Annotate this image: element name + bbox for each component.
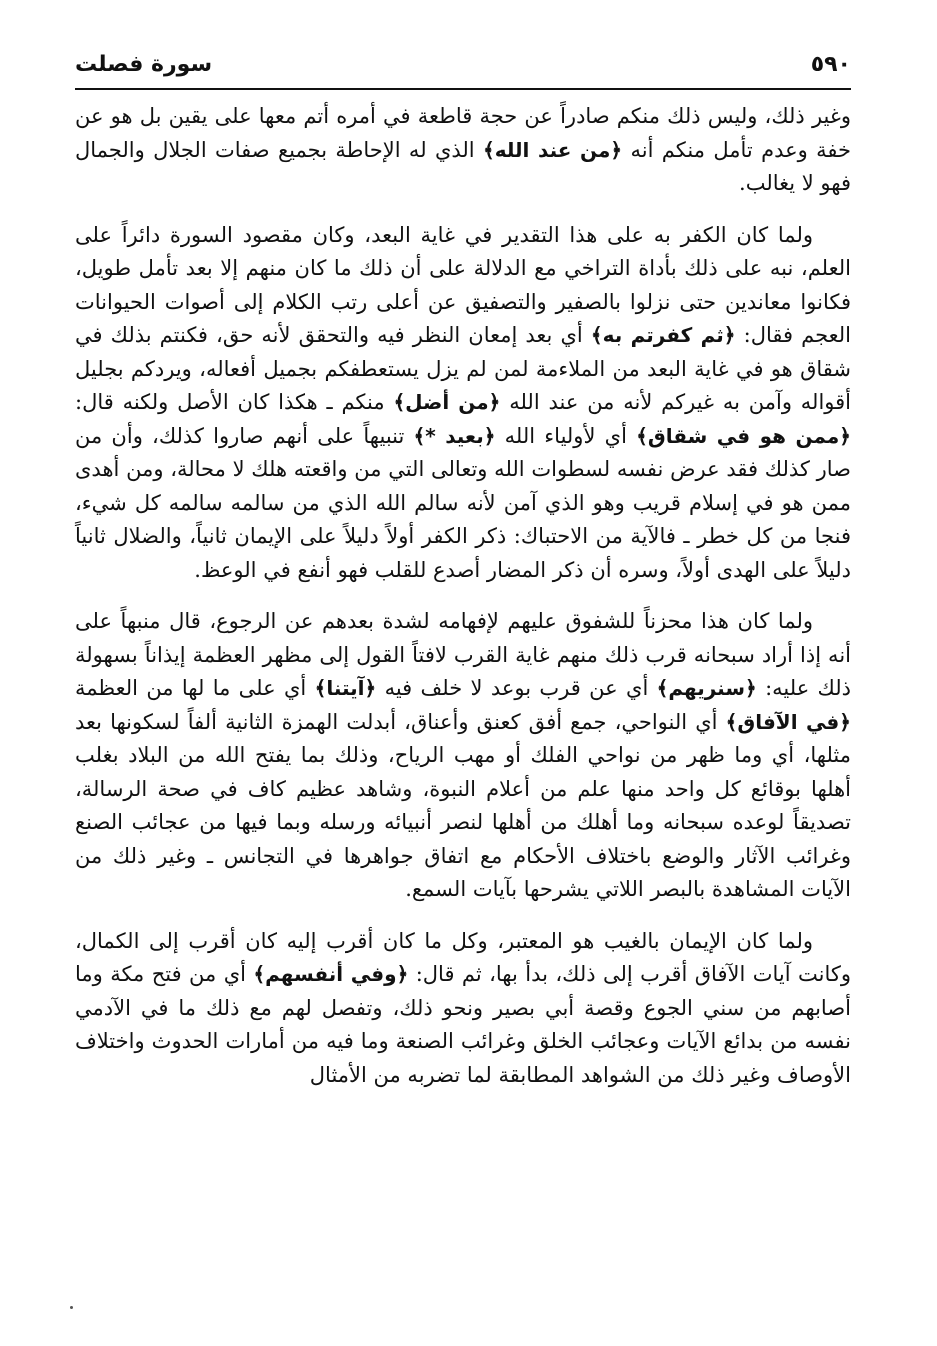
page-header [75,46,851,86]
paragraph-text: أي النواحي، جمع أفق كعنق وأعناق، أبدلت الهمزة الثانية ألفاً لسكونها بعد مثلها، أي وما ظهر من نواحي الفلك أو مهب الرياح، وذلك بما يفتح الله من البلاد بغلب أهلها بوقائع كل واحد منها علم من أعلام النبوة، وشاهد عظيم كاف في صحة الرسالة، تصديقاً لوعده سبحانه وما أهلك من أهلها لنصر أنبيائه ورسله وبما فيها من عجائب الصنع وغرائب الآثار والوضع باختلاف الأحكام مع اتفاق جواهرها في التجانس ـ وغير ذلك من الآيات المشاهدة بالبصر اللاتي يشرحها بآيات السمع. [75,709,851,901]
quran-quote: ﴿وفي أنفسهم﴾ [253,962,409,986]
quran-quote: ﴿آيتنا﴾ [314,676,377,700]
paragraph [75,100,851,201]
quran-quote: ﴿في الآفاق﴾ [725,709,851,734]
paragraph-text: وغير ذلك، وليس ذلك منكم صادراً عن حجة قاطعة في أمره أتم معها على يقين بل هو عن خفة وعدم تأمل منكم أنه [75,104,851,162]
paragraph-text: تنبيهاً على أنهم صاروا كذلك، وأن من صار كذلك فقد عرض نفسه لسطوات الله وتعالى التي من واقعته هلك لا محالة، ومن أهدى ممن هو في إسلام قريب وهو الذي آمن لأنه سالم الله الذي من سالمه سالمه كل شيء، فنجا من كل خطر ـ فالآية من الاحتباك: ذكر الكفر أولاً دليلاً على الإيمان ثانياً، والضلال ثانياً دليلاً على الهدى أولاً، وسره أن ذكر المضار أصدع للقلب فهو أنفع في الوعظ. [75,423,851,582]
paragraph-text: أي عن قرب بوعد لا خلف فيه [376,676,657,700]
paragraph-text: أي من فتح مكة وما أصابهم من سني الجوع وقصة أبي بصير ونحو ذلك، وتفصل لهم مع ذلك ما في الآدمي نفسه من بدائع الآيات وعجائب الخلق وغرائب الصنعة وما فيه من أمارات الحدوث واختلاف الأوصاف وغير ذلك من الشواهد المطابقة لما تضربه من الأمثال [75,962,851,1087]
quran-quote: ﴿من عند الله﴾ [483,137,623,162]
running-title: سورة فصلت [75,52,213,77]
paragraph [75,605,851,907]
quran-quote: ﴿ممن هو في شقاق﴾ [636,423,851,448]
paragraph-text: أي لأولياء الله [495,423,637,448]
quran-quote: ﴿من أضل﴾ [393,390,501,414]
quran-quote: ﴿سنريهم﴾ [656,676,757,700]
quran-quote: ﴿بعيد *﴾ [413,423,496,448]
paragraph-text: ولما كان الإيمان بالغيب هو المعتبر، وكل ما كان أقرب إليه كان أقرب إلى الكمال، وكانت آيات الآفاق أقرب إلى ذلك، بدأ بها، ثم قال: [75,928,851,986]
paragraph-text: الذي له الإحاطة بجميع صفات الجلال والجمال فهو لا يغالب. [75,137,851,195]
paragraph-text: أي على ما لها من العظمة [75,676,315,700]
paragraph-text: ولما كان هذا محزناً للشفوق عليهم لإفهامه لشدة بعدهم عن الرجوع، قال منبهاً على أنه إذا أراد سبحانه قرب ذلك منهم غاية القرب لافتاً القول إلى مظهر العظمة إيذاناً بسهولة ذلك عليه: [75,609,851,700]
margin-mark [70,1306,73,1309]
paragraph-text: أي بعد إمعان النظر فيه والتحقق لأنه حق، فكنتم بذلك في شقاق هو في غاية البعد من الملاءمة لمن لم يزل يستعطفكم بجميل أفعاله، ويردكم بجليل أقواله وآمن به غيركم لأنه من عند الله [75,323,851,414]
paragraph [75,925,851,1093]
header-divider [75,88,851,90]
quran-quote: ﴿ثم كفرتم به﴾ [590,323,736,347]
body-text [75,100,851,1110]
paragraph-text: ولما كان الكفر به على هذا التقدير في غاية البعد، وكان مقصود السورة دائراً على العلم، نبه على ذلك بأداة التراخي مع الدلالة على أن ذلك ما كان منهم إلا بعد تأمل طويل، فكانوا معاندين حتى نزلوا بالصفير والتصفيق عن أعلى رتب الكلام إلى أصوات الحيوانات العجم فقال: [75,222,851,347]
paragraph [75,219,851,588]
page-number: ٥٩٠ [810,52,851,77]
paragraph-text: منكم ـ هكذا كان الأصل ولكنه قال: [75,390,394,414]
